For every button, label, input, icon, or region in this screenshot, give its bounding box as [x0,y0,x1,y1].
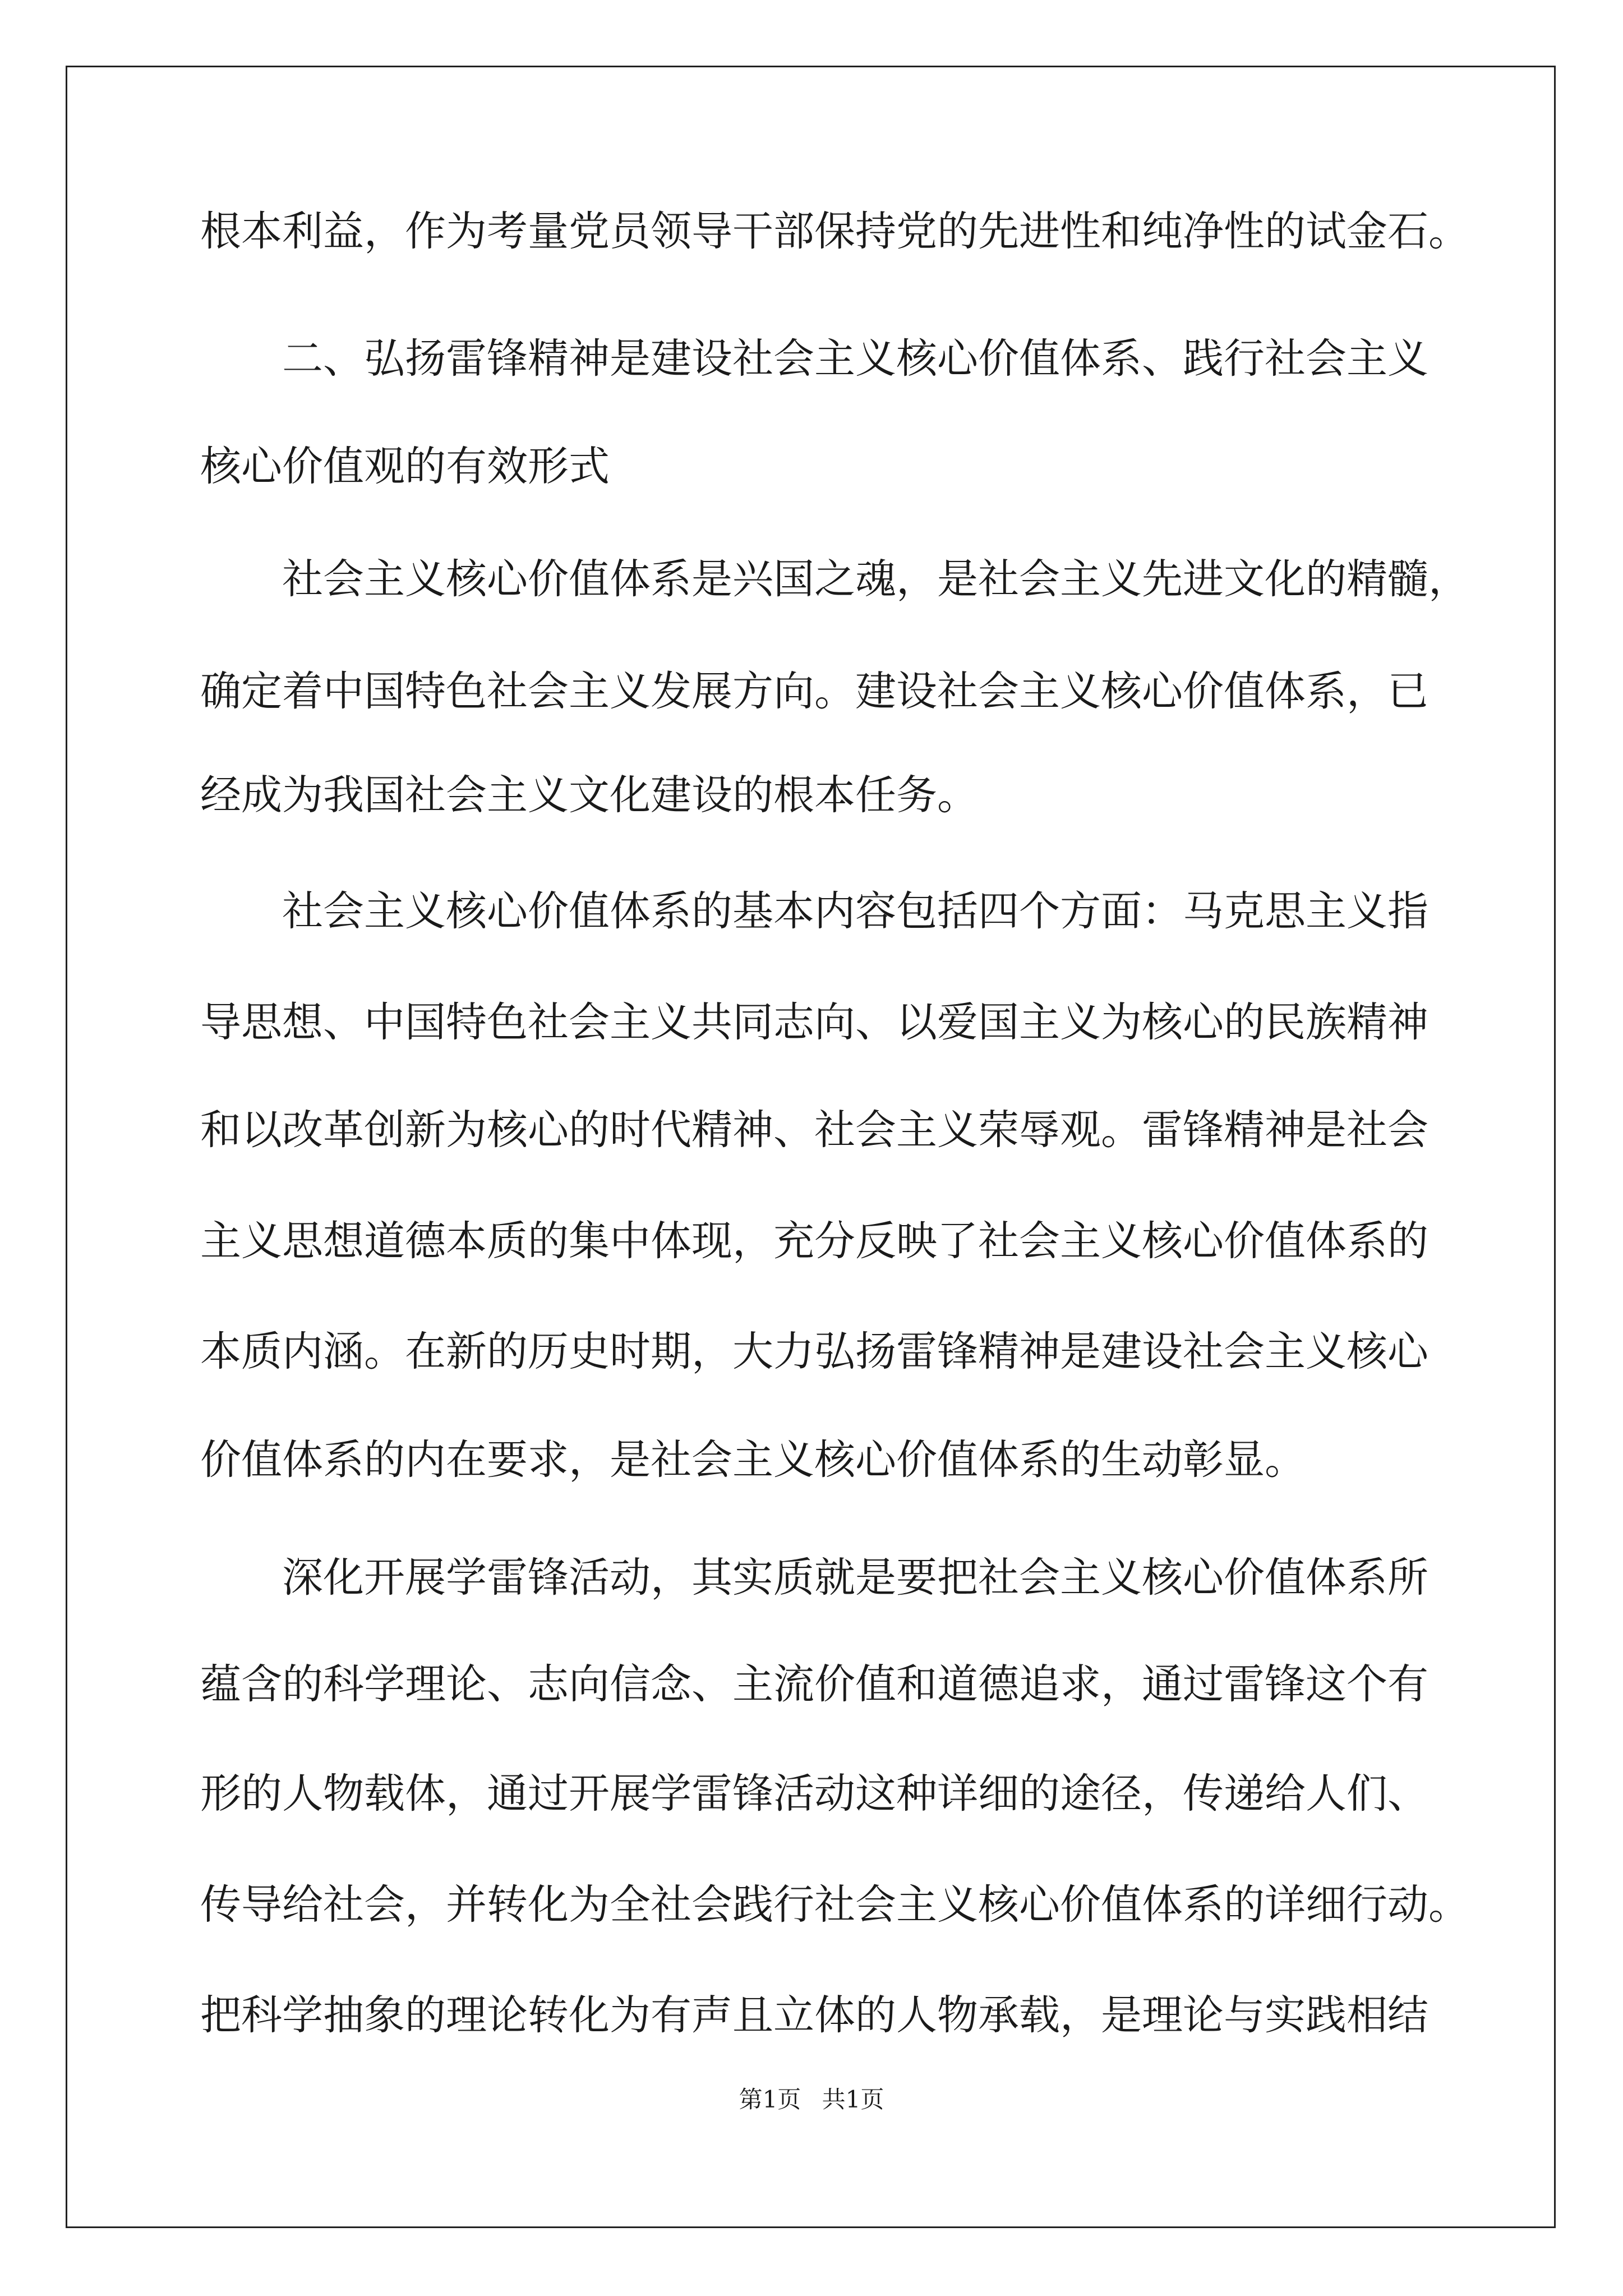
body-line: 导思想、中国特色社会主义共同志向、以爱国主义为核心的民族精神 [200,999,1428,1046]
page-footer [0,2083,1623,2116]
body-line: 价值体系的内在要求，是社会主义核心价值体系的生动彰显。 [200,1436,1306,1484]
body-line: 本质内涵。在新的历史时期，大力弘扬雷锋精神是建设社会主义核心 [200,1328,1428,1375]
page-number-total: 共1页 [822,2086,884,2113]
body-line: 把科学抽象的理论转化为有声且立体的人物承载，是理论与实践相结 [200,1991,1428,2039]
page-number-current: 第1页 [739,2086,801,2113]
body-line: 社会主义核心价值体系的基本内容包括四个方面：马克思主义指 [200,887,1428,935]
body-line: 主义思想道德本质的集中体现，充分反映了社会主义核心价值体系的 [200,1217,1428,1265]
section-heading-line: 二、弘扬雷锋精神是建设社会主义核心价值体系、践行社会主义 [200,335,1428,383]
body-line: 根本利益，作为考量党员领导干部保持党的先进性和纯净性的试金石。 [200,208,1469,255]
section-heading-line: 核心价值观的有效形式 [200,443,610,490]
body-line: 确定着中国特色社会主义发展方向。建设社会主义核心价值体系，已 [200,668,1428,715]
body-line: 形的人物载体，通过开展学雷锋活动这种详细的途径，传递给人们、 [200,1770,1428,1818]
body-line: 经成为我国社会主义文化建设的根本任务。 [200,771,978,819]
body-line: 传导给社会，并转化为全社会践行社会主义核心价值体系的详细行动。 [200,1881,1469,1929]
body-line: 深化开展学雷锋活动，其实质就是要把社会主义核心价值体系所 [200,1554,1428,1602]
body-line: 蕴含的科学理论、志向信念、主流价值和道德追求，通过雷锋这个有 [200,1660,1428,1708]
body-line: 和以改革创新为核心的时代精神、社会主义荣辱观。雷锋精神是社会 [200,1106,1428,1154]
body-line: 社会主义核心价值体系是兴国之魂，是社会主义先进文化的精髓， [200,555,1469,603]
